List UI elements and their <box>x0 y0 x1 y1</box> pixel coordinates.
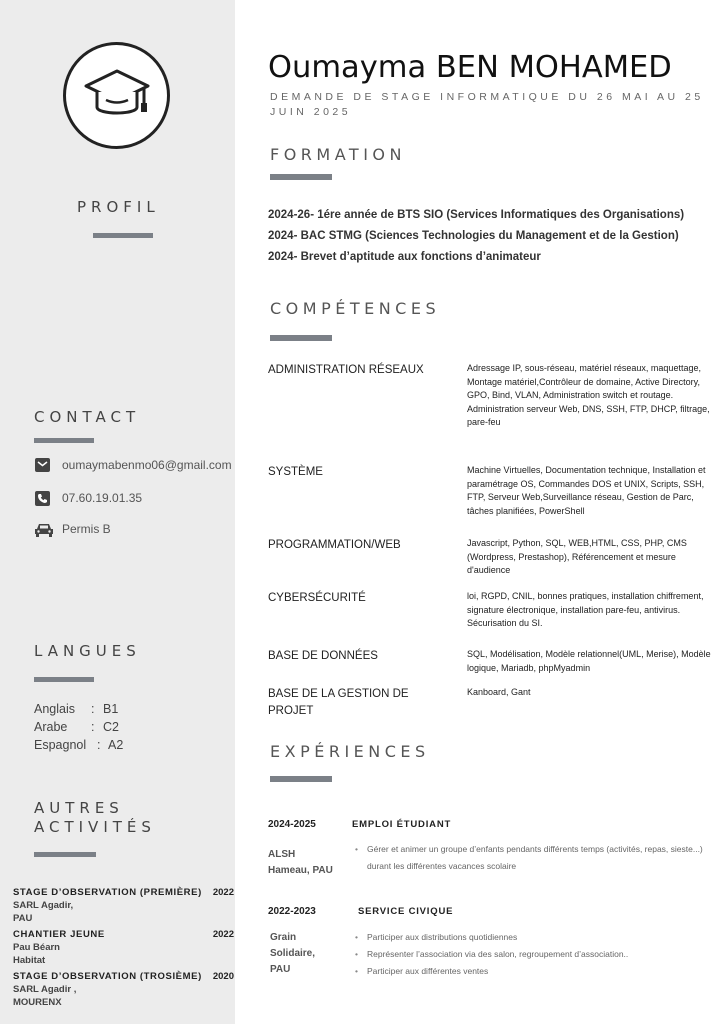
permis-text: Permis B <box>62 522 111 536</box>
competence-desc: SQL, Modélisation, Modèle relationnel(UML, Merise), Modèle logique, Mariadb, phpMyadmin <box>467 649 711 673</box>
experience-org-line: Hameau, PAU <box>268 865 333 876</box>
activity-item <box>13 970 235 1009</box>
experience-year: 2024-2025 <box>268 819 316 830</box>
experience-bullet: • Représenter l’association via des salon, regroupement d’association.. <box>355 946 710 963</box>
experience-org-line: Grain <box>270 932 297 943</box>
email-icon <box>34 457 50 473</box>
activity-city: PAU <box>13 913 33 924</box>
competence-desc: Adressage IP, sous-réseau, matériel réseaux, maquettage, Montage matériel,Contrôleur de domaine, Active Directory, GPO, Bind, VLAN, Administration switch et routage. Administration serveur Web, DNS, SSH, FTP, DHCP, filtrage, pare-feu <box>467 363 710 427</box>
experience-org-line: Solidaire, <box>270 948 316 959</box>
competence-title: PROGRAMMATION/WEB <box>268 539 401 551</box>
language-name: Espagnol <box>34 738 87 752</box>
experience-bullets <box>355 929 710 980</box>
page-subtitle: DEMANDE DE STAGE INFORMATIQUE DU 26 MAI AU 25 JUIN 2025 <box>270 91 704 118</box>
formation-divider <box>270 174 332 180</box>
experiences-divider <box>270 776 332 782</box>
experience-bullet: • Participer aux différentes ventes <box>355 963 710 980</box>
language-item <box>34 702 194 720</box>
competence-desc: loi, RGPD, CNIL, bonnes pratiques, installation chiffrement, signature électronique, installation pare-feu, antivirus. Sécurisation du SI. <box>467 591 704 628</box>
experience-year: 2022-2023 <box>268 906 316 917</box>
formation-line: 2024- BAC STMG (Sciences Technologies du Management et de la Gestion) <box>268 230 679 242</box>
activity-place: Pau Béarn <box>13 942 60 953</box>
competence-title: CYBERSÉCURITÉ <box>268 592 366 604</box>
experience-org-line: ALSH <box>268 849 296 860</box>
competence-title: SYSTÈME <box>268 466 323 478</box>
activity-place: SARL Agadir , <box>13 984 77 995</box>
experience-org <box>270 930 315 978</box>
language-name: Arabe <box>34 720 68 734</box>
profil-title: PROFIL <box>77 198 160 216</box>
language-item <box>34 720 194 738</box>
activites-divider <box>34 852 96 857</box>
competences-divider <box>270 335 332 341</box>
activity-title: STAGE D’OBSERVATION (PREMIÈRE) <box>13 887 202 898</box>
language-colon: : <box>97 738 101 752</box>
experience-org-line: PAU <box>270 964 291 975</box>
language-level: A2 <box>108 738 124 752</box>
activity-item <box>13 886 235 925</box>
competence-desc: Kanboard, Gant <box>467 687 531 697</box>
competence-title: BASE DE DONNÉES <box>268 650 378 662</box>
activity-title: STAGE D’OBSERVATION (TROSIÈME) <box>13 971 202 982</box>
profil-divider <box>93 233 153 238</box>
competence-desc: Javascript, Python, SQL, WEB,HTML, CSS, PHP, CMS (Wordpress, Prestashop), Référencement et mesure d'audience <box>467 538 687 575</box>
activity-item <box>13 928 235 967</box>
car-icon <box>34 521 54 537</box>
language-colon: : <box>91 720 95 734</box>
contact-email[interactable] <box>34 457 232 473</box>
experience-bullets <box>355 841 710 875</box>
experience-bullet: • Gérer et animer un groupe d’enfants pendants différents temps (activités, repas, sieste...) durant les différentes vacances scolaire <box>355 841 710 875</box>
activites-title-line2: ACTIVITÉS <box>34 818 156 836</box>
activity-year: 2020 <box>212 971 234 982</box>
activity-year: 2022 <box>212 929 234 940</box>
phone-text[interactable]: 07.60.19.01.35 <box>62 491 143 505</box>
experience-role: EMPLOI ÉTUDIANT <box>352 819 452 830</box>
competence-title: ADMINISTRATION RÉSEAUX <box>268 364 424 376</box>
language-level: C2 <box>103 720 119 734</box>
activity-year: 2022 <box>212 887 234 898</box>
phone-icon <box>34 490 50 506</box>
language-colon: : <box>91 702 95 716</box>
email-text[interactable]: oumaymabenmo06@gmail.com <box>62 458 232 472</box>
graduation-cap-icon <box>82 65 152 129</box>
competence-desc: Machine Virtuelles, Documentation technique, Installation et paramétrage OS, Commandes DOS et UNIX, Scripts, SSH, FTP, Serveur Web,Surveillance réseau, Gestion de Parc, tâches planifiées, PowerShell <box>467 465 706 516</box>
formation-title: FORMATION <box>270 145 406 164</box>
contact-divider <box>34 438 94 443</box>
formation-line: 2024-26- 1ére année de BTS SIO (Services Informatiques des Organisations) <box>268 209 685 221</box>
experiences-title: EXPÉRIENCES <box>270 742 430 761</box>
experience-org <box>268 847 333 879</box>
language-name: Anglais <box>34 702 75 716</box>
candidate-name: Oumayma BEN MOHAMED <box>268 50 672 85</box>
contact-phone[interactable] <box>34 490 142 506</box>
competence-title: BASE DE LA GESTION DE PROJET <box>268 688 409 717</box>
activity-city: MOURENX <box>13 997 62 1008</box>
avatar <box>63 42 170 149</box>
sidebar <box>0 0 235 1024</box>
formation-line: 2024- Brevet d’aptitude aux fonctions d’animateur <box>268 251 541 263</box>
activity-title: CHANTIER JEUNE <box>13 929 105 940</box>
language-level: B1 <box>103 702 119 716</box>
language-item <box>34 738 194 756</box>
contact-title: CONTACT <box>34 408 141 426</box>
experience-bullet: • Participer aux distributions quotidiennes <box>355 929 710 946</box>
activites-title-line1: AUTRES <box>34 799 124 817</box>
langues-title: LANGUES <box>34 642 141 660</box>
competences-title: COMPÉTENCES <box>270 299 441 318</box>
activity-place: SARL Agadir, <box>13 900 74 911</box>
contact-permis <box>34 521 111 537</box>
langues-divider <box>34 677 94 682</box>
experience-role: SERVICE CIVIQUE <box>358 906 454 917</box>
activity-city: Habitat <box>13 955 46 966</box>
